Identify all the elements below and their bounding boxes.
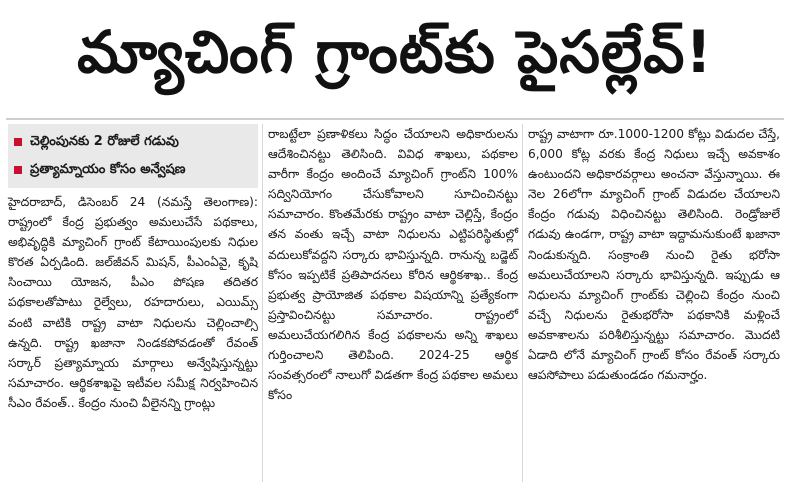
article-column-1 (8, 124, 258, 413)
highlights-box (8, 124, 258, 188)
highlight-text: ప్రత్యామ్నాయం కోసం అన్వేషణ (30, 162, 186, 177)
highlight-item (14, 156, 252, 184)
article-text-col2: రాబట్టేలా ప్రణాళికలు సిద్ధం చేయాలని అధికారులను ఆదేశించినట్టు తెలిసింది. వివిధ శాఖలు, పథకాల వారీగా కేంద్రం అందించే మ్యాచింగ్ గ్రాంట్‌ని 100% సద్వినియోగం చేసుకోవాలని సూచించినట్టు సమాచారం. కొంతమేరకు రాష్ట్రం వాటా చెల్లిస్తే, కేంద్రం తన వంతు ఇచ్చే వాటా నిధులను ఎట్టిపరిస్థితుల్లో వదులుకోవద్దని సర్కారు భావిస్తున్నది. రానున్న బడ్జెట్ కోసం ఇప్పటికే ప్రతిపాదనలు కోరిన ఆర్థికశాఖ.. కేంద్ర ప్రభుత్వ ప్రాయోజిత పథకాల విషయాన్ని ప్రత్యేకంగా ప్రస్తావించినట్టు సమాచారం. రాష్ట్రంలో అమలుచేయగలిగిన కేంద్ర పథకాలను అన్ని శాఖలు గుర్తించాలని తెలిపింది. 2024-25 ఆర్థిక సంవత్సరంలో నాలుగో విడతగా కేంద్ర పథకాల అమలు కోసం (268, 127, 518, 403)
article-column-2 (268, 124, 518, 405)
highlight-item (14, 128, 252, 156)
bullet-square-icon (14, 166, 22, 174)
article-column-3 (528, 124, 780, 385)
column-divider-2 (522, 124, 523, 482)
column-divider-1 (262, 124, 263, 482)
bullet-square-icon (14, 138, 22, 146)
headline: మ్యాచింగ్ గ్రాంట్‌కు పైసల్లేవ్! (77, 17, 713, 86)
article-text-col3: రాష్ట్ర వాటాగా రూ.1000-1200 కోట్లు విడుదల చేస్తే, 6,000 కోట్ల వరకు కేంద్ర నిధులు ఇచ్చే అవకాశం ఉంటుందని అధికారవర్గాలు అంచనా వేస్తున్నాయి. ఈ నెల 26లోగా మ్యాచింగ్ గ్రాంట్ విడుదల చేయాలని కేంద్రం గడువు విధించినట్టు తెలిసింది. రెండ్రోజులే గడువు ఉండగా, రాష్ట్ర వాటా ఇద్దామనుకుంటే ఖజానా నిండుకున్నది. సంక్రాంతి నుంచి రైతు భరోసా అమలుచేయాలని సర్కారు భావిస్తున్నది. ఇప్పుడు ఆ నిధులను మ్యాచింగ్ గ్రాంట్‌కు చెల్లించి కేంద్రం నుంచి వచ్చే నిధులను రైతుభరోసా పథకానికి మళ్లించే అవకాశాలను పరిశీలిస్తున్నట్టు సమాచారం. మొదటి ఏడాది లోనే మ్యాచింగ్ గ్రాంట్ కోసం రేవంత్ సర్కారు ఆపసోపాలు పడుతుండడం గమనార్హం. (528, 127, 780, 383)
highlight-text: చెల్లింపునకు 2 రోజులే గడువు (30, 134, 179, 149)
headline-divider (6, 118, 784, 120)
article-text-col1: హైదరాబాద్, డిసెంబర్ 24 (నమస్తే తెలంగాణ): రాష్ట్రంలో కేంద్ర ప్రభుత్వం అమలుచేసే పథకాలు, అభివృద్ధికి మ్యాచింగ్ గ్రాంట్ కేటాయింపులకు నిధుల కొరత ఏర్పడింది. జల్‌జీవన్ మిషన్, పీఎంఏవై, కృషి సించాయి యోజన, పీఎం పోషణ తదితర పథకాలతోపాటు రైల్వేలు, రహదారులు, ఎయిమ్స్ వంటి వాటికి రాష్ట్ర వాటా నిధులను చెల్లించాల్సి ఉన్నది. రాష్ట్ర ఖజానా నిండకపోవడంతో రేవంత్ సర్కార్ ప్రత్యామ్నాయ మార్గాలు అన్వేషిస్తున్నట్టు సమాచారం. ఆర్థికశాఖపై ఇటీవల సమీక్ష నిర్వహించిన సీఎం రేవంత్.. కేంద్రం నుంచి వీలైనన్ని గ్రాంట్లు (8, 195, 258, 410)
